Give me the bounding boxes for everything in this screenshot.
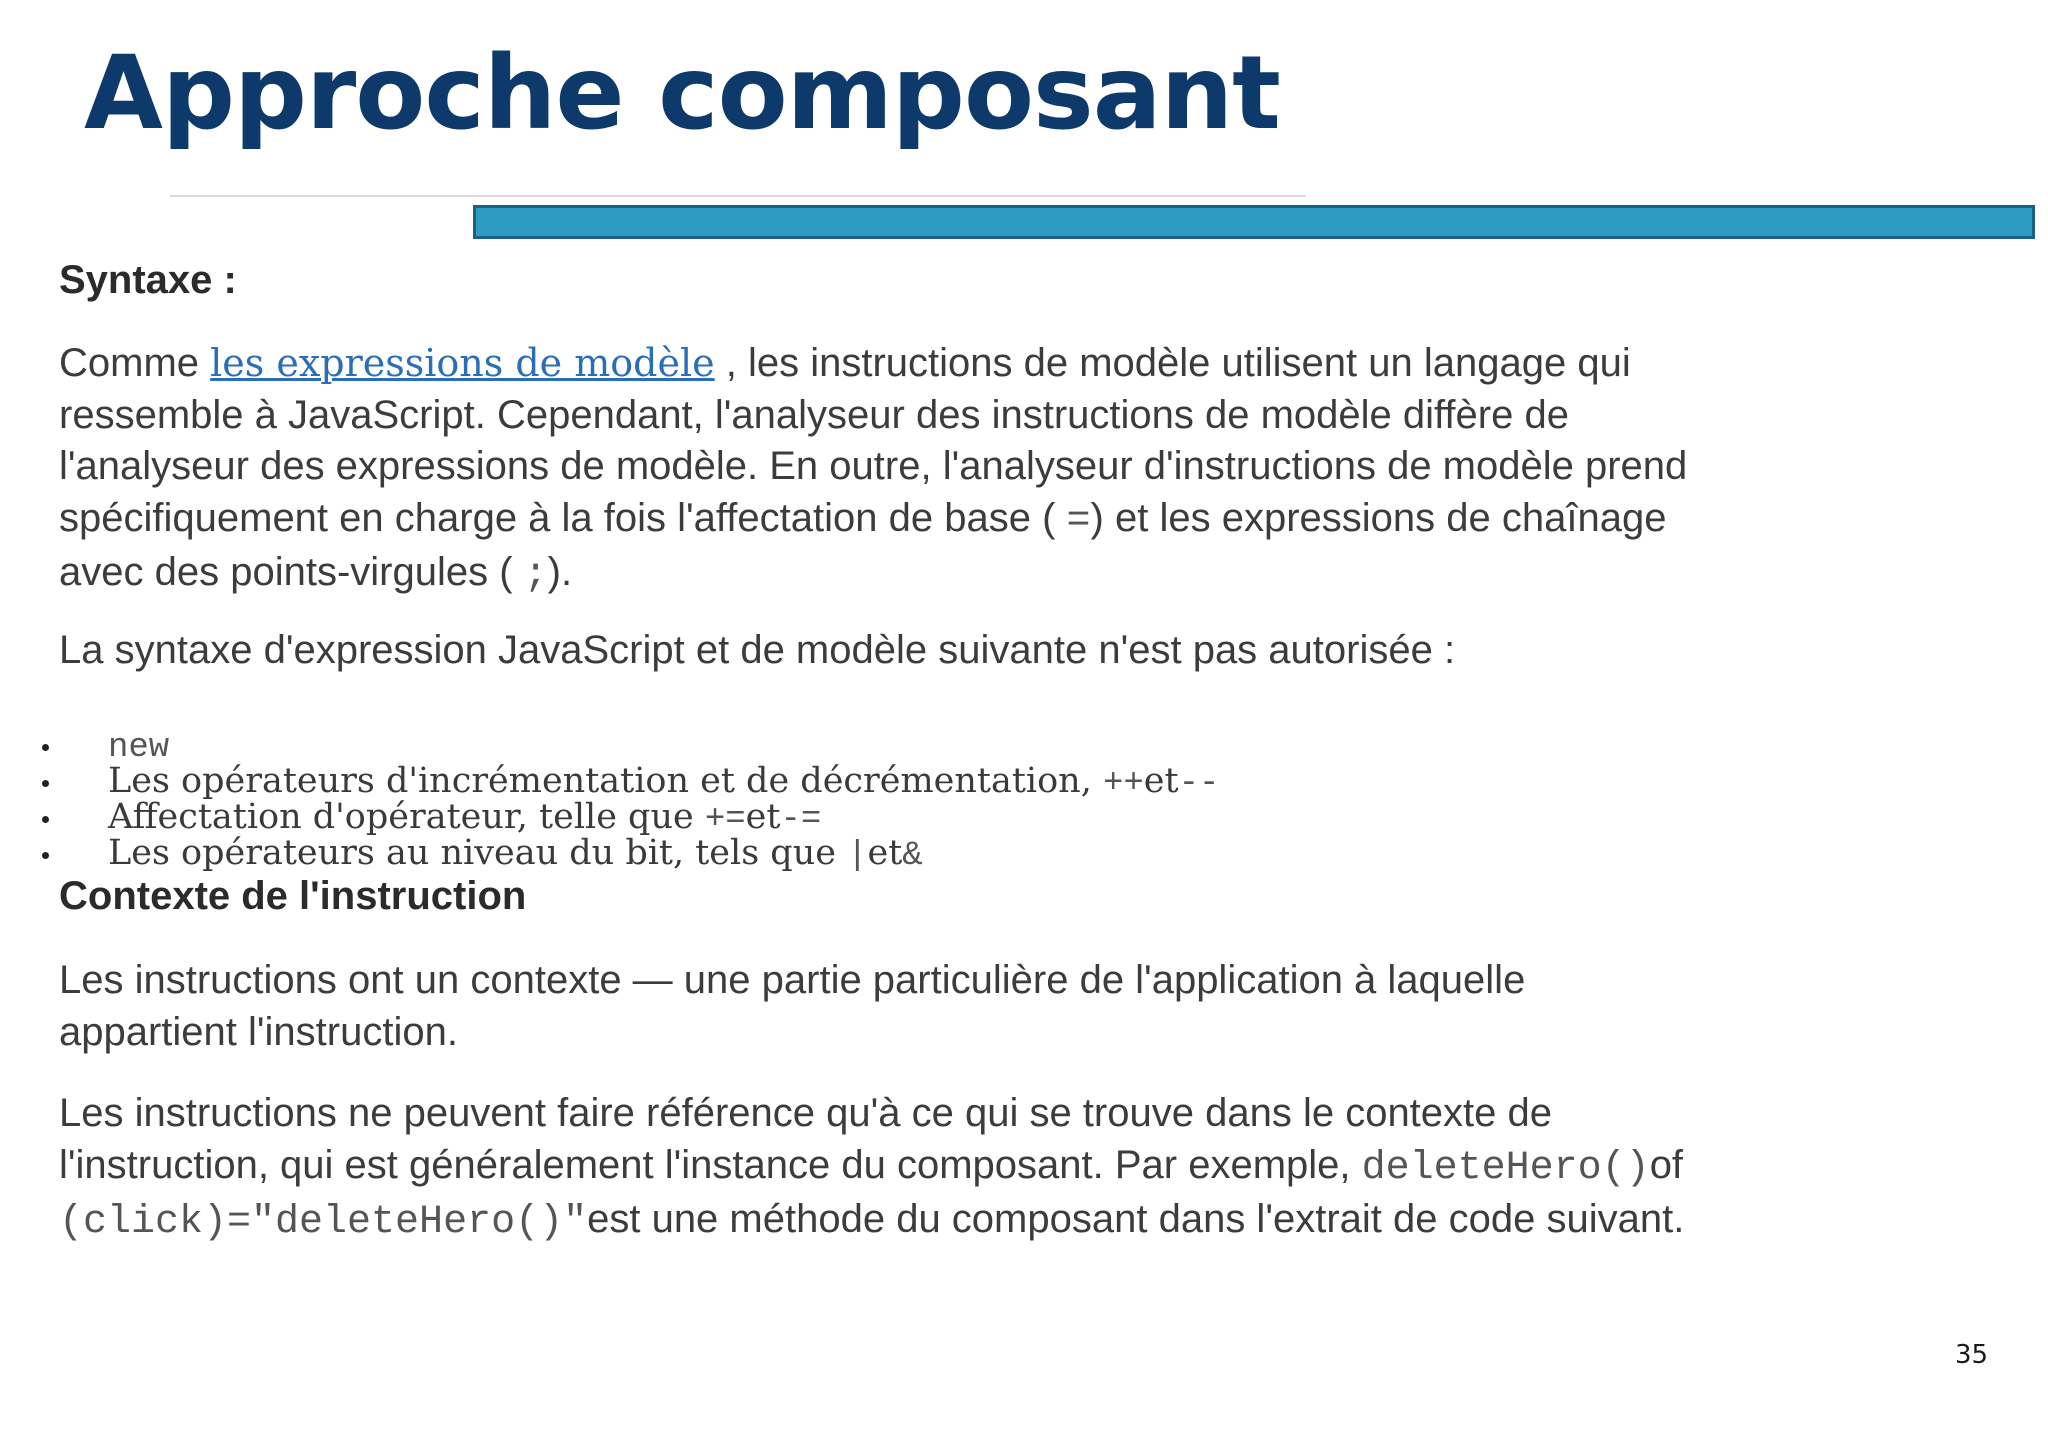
list-item bbox=[0, 727, 1219, 767]
list-item-code: -= bbox=[780, 801, 822, 839]
syntax-text: ). bbox=[547, 550, 573, 594]
list-item-text: et bbox=[745, 797, 781, 837]
assignment-code: = bbox=[1066, 498, 1091, 544]
list-item-text: Affectation d'opérateur, telle que bbox=[108, 797, 705, 837]
list-item-text: et bbox=[867, 833, 903, 873]
list-item bbox=[0, 833, 1219, 875]
list-item-text: Les opérateurs d'incrémentation et de décrémentation, bbox=[108, 761, 1103, 801]
accent-bar bbox=[473, 205, 2035, 239]
context-text: est une méthode du composant dans l'extrait de code suivant. bbox=[587, 1197, 1685, 1241]
list-item-code: ++ bbox=[1102, 765, 1144, 803]
list-item-code: += bbox=[704, 801, 746, 839]
list-item bbox=[0, 761, 1220, 803]
syntax-paragraph bbox=[59, 338, 1699, 602]
list-item-code: & bbox=[902, 837, 923, 875]
context-heading: Contexte de l'instruction bbox=[59, 874, 527, 918]
binding-code: (click)="deleteHero()" bbox=[59, 1200, 588, 1245]
list-item-code: | bbox=[847, 837, 868, 875]
semicolon-code: ; bbox=[523, 553, 548, 598]
context-paragraph-1: Les instructions ont un contexte — une partie particulière de l'application à laquelle appartient l'instruction. bbox=[59, 958, 1526, 1054]
slide-title: Approche composant bbox=[84, 34, 1280, 153]
context-paragraph-2 bbox=[59, 1088, 1699, 1249]
list-item-text: Les opérateurs au niveau du bit, tels que bbox=[108, 833, 848, 873]
disallowed-syntax-list bbox=[0, 727, 1220, 875]
title-divider bbox=[170, 195, 1306, 197]
context-text: Les instructions ne peuvent faire référence qu'à ce qui se trouve dans le contexte de l'instruction, qui est généralement l'instance du composant. Par exemple, bbox=[59, 1091, 1553, 1187]
syntax-text: , les instructions de modèle utilisent un langage qui ressemble à JavaScript. Cependant, l'analyseur des instructions de modèle diffère de l'analyseur des expressions de modèle. En outre, l'analyseur d'instructions de modèle prend spécifiquement en charge à la fois l'affectation de base ( bbox=[59, 341, 1688, 540]
page-number: 35 bbox=[1955, 1340, 1989, 1370]
method-code: deleteHero() bbox=[1361, 1145, 1650, 1191]
list-item-code: -- bbox=[1178, 765, 1220, 803]
list-item-code: new bbox=[108, 729, 170, 767]
syntax-text: ) et les expressions de chaînage avec des points-virgules ( bbox=[59, 495, 1667, 594]
not-allowed-paragraph: La syntaxe d'expression JavaScript et de modèle suivante n'est pas autorisée : bbox=[59, 628, 1456, 672]
template-expressions-link[interactable]: les expressions de modèle bbox=[210, 341, 715, 385]
syntax-text: Comme bbox=[59, 341, 211, 385]
list-item-text: et bbox=[1143, 761, 1179, 801]
syntax-heading: Syntaxe : bbox=[59, 258, 237, 302]
context-text: of bbox=[1649, 1142, 1684, 1187]
list-item bbox=[0, 797, 1219, 839]
